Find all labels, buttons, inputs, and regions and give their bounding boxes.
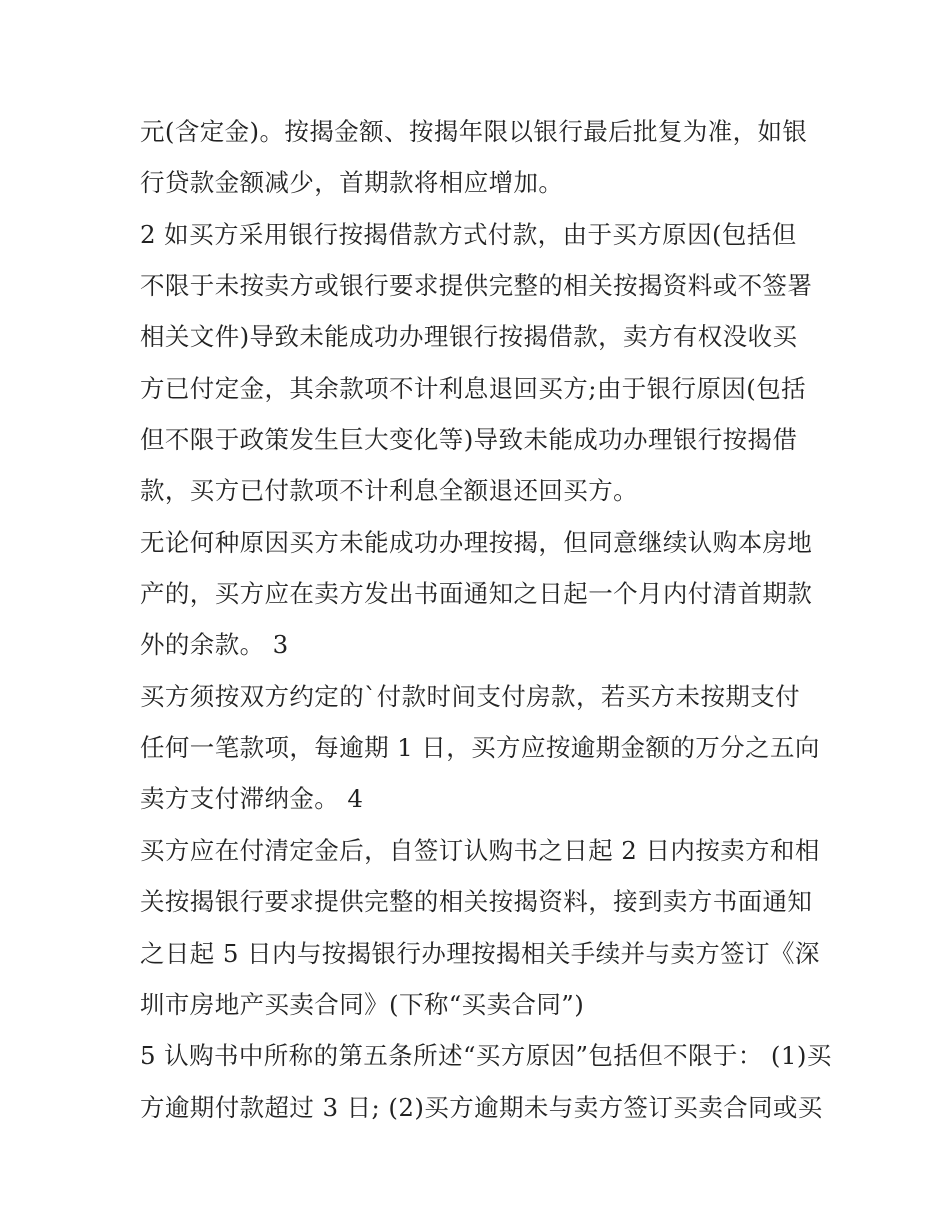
text-line: 外的余款。 3 bbox=[140, 630, 289, 660]
text-line: 元(含定金)。按揭金额、按揭年限以银行最后批复为准，如银 bbox=[140, 117, 808, 146]
text-line: 但不限于政策发生巨大变化等)导致未能成功办理银行按揭借 bbox=[140, 425, 798, 455]
text-line: 买方须按双方约定的`付款时间支付房款，若买方未按期支付 bbox=[140, 681, 801, 711]
text-line: 方逾期付款超过 3 日; (2)买方逾期未与卖方签订买卖合同或买 bbox=[140, 1092, 823, 1122]
text-line: 关按揭银行要求提供完整的相关按揭资料，接到卖方书面通知 bbox=[140, 887, 813, 917]
text-line: 圳市房地产买卖合同》(下称“买卖合同”) bbox=[140, 989, 585, 1019]
text-line: 5 认购书中所称的第五条所述“买方原因”包括但不限于： (1)买 bbox=[140, 1041, 832, 1071]
text-line: 任何一笔款项，每逾期 1 日，买方应按逾期金额的万分之五向 bbox=[140, 733, 820, 763]
text-line: 方已付定金，其余款项不计利息退回买方;由于银行原因(包括 bbox=[140, 373, 807, 403]
text-line: 2 如买方采用银行按揭借款方式付款，由于买方原因(包括但 bbox=[140, 219, 797, 249]
text-line: 款，买方已付款项不计利息全额退还回买方。 bbox=[140, 476, 638, 506]
document-body bbox=[140, 106, 832, 1133]
text-line: 产的，买方应在卖方发出书面通知之日起一个月内付清首期款 bbox=[140, 579, 813, 609]
text-line: 之日起 5 日内与按揭银行办理按揭相关手续并与卖方签订《深 bbox=[140, 938, 820, 968]
text-line: 不限于未按卖方或银行要求提供完整的相关按揭资料或不签署 bbox=[140, 271, 813, 301]
text-line: 相关文件)导致未能成功办理银行按揭借款，卖方有权没收买 bbox=[140, 322, 798, 352]
text-line: 无论何种原因买方未能成功办理按揭，但同意继续认购本房地 bbox=[140, 527, 813, 557]
text-line: 卖方支付滞纳金。 4 bbox=[140, 784, 364, 814]
text-line: 买方应在付清定金后，自签订认购书之日起 2 日内按卖方和相 bbox=[140, 835, 820, 865]
text-line: 行贷款金额减少，首期款将相应增加。 bbox=[140, 168, 564, 198]
